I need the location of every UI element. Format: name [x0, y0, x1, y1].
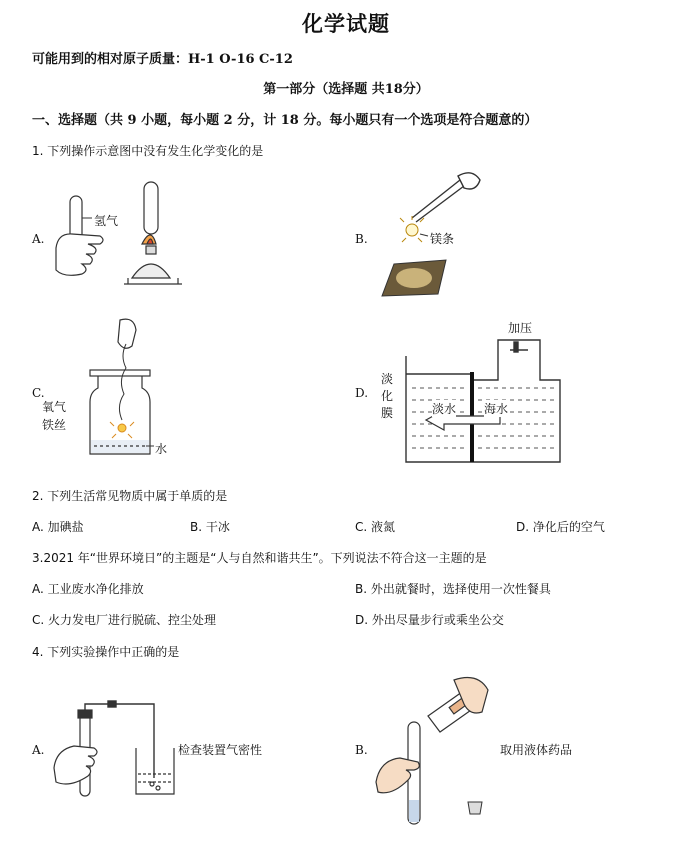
q4-a-caption: 检查装置气密性 [178, 743, 263, 757]
q2-option-d: D. 净化后的空气 [516, 520, 605, 534]
q3-option-d: D. 外出尽量步行或乘坐公交 [355, 613, 504, 627]
q3-option-c: C. 火力发电厂进行脱硫、控尘处理 [32, 613, 217, 627]
q4-stem: 4. 下列实验操作中正确的是 [32, 645, 180, 659]
spark-icon [110, 422, 134, 438]
q1-c-label-iron-wire: 铁丝 [42, 418, 67, 432]
q1-option-a-figure [48, 178, 188, 298]
q3-stem: 3.2021 年“世界环境日”的主题是“人与自然和谐共生”。下列说法不符合这一主题的是 [32, 551, 487, 565]
q1-d-label-membrane-3: 膜 [381, 406, 394, 420]
q1-option-d-letter: D. [355, 386, 369, 400]
iron-wire-icon [119, 344, 126, 420]
q2-option-c: C. 液氮 [355, 520, 396, 534]
q1-d-label-membrane-2: 化 [381, 389, 394, 403]
q4-option-a-figure [50, 698, 180, 802]
q4-option-b-figure [370, 672, 502, 832]
q1-stem: 1. 下列操作示意图中没有发生化学变化的是 [32, 144, 264, 158]
atomic-masses: 可能用到的相对原子质量：H-1 O-16 C-12 [32, 52, 293, 67]
q1-d-label-pressure: 加压 [508, 321, 533, 335]
burning-ribbon-icon [400, 216, 424, 242]
q1-b-label-magnesium: 镁条 [430, 232, 455, 246]
beaker-icon [136, 748, 174, 794]
q4-option-a-letter: A. [32, 743, 45, 757]
q3-option-b: B. 外出就餐时，选择使用一次性餐具 [355, 582, 551, 596]
q1-d-label-fresh-water: 淡水 [432, 402, 457, 416]
q1-option-c-letter: C. [32, 386, 45, 400]
inverted-tube-icon [144, 182, 158, 234]
q4-option-b-letter: B. [355, 743, 368, 757]
hand-icon [56, 234, 103, 275]
desalination-tank-icon [406, 340, 560, 462]
q1-option-b-letter: B. [355, 232, 368, 246]
alcohol-lamp-icon [124, 235, 182, 284]
q1-option-a-letter: A. [32, 232, 45, 246]
q2-option-b: B. 干冰 [190, 520, 230, 534]
exam-title: 化学试题 [302, 11, 390, 36]
q1-d-label-membrane-1: 淡 [381, 372, 394, 386]
section-heading: 一、选择题（共 9 小题，每小题 2 分，计 18 分。每小题只有一个选项是符合题意的） [32, 113, 538, 128]
holding-hand-icon [376, 758, 419, 793]
asbestos-net-icon [382, 260, 446, 296]
q1-d-label-sea-water: 海水 [484, 402, 509, 416]
q1-c-label-water: 水 [155, 442, 168, 456]
q1-a-label-hydrogen: 氢气 [94, 214, 119, 228]
q1-c-label-oxygen: 氧气 [42, 400, 67, 414]
stopper-icon [468, 802, 482, 814]
tongs-icon [412, 173, 480, 222]
q4-b-caption: 取用液体药品 [500, 743, 573, 757]
q2-option-a: A. 加碘盐 [32, 520, 84, 534]
delivery-tube-icon [85, 701, 154, 778]
q3-option-a: A. 工业废水净化排放 [32, 582, 144, 596]
part-heading: 第一部分（选择题 共18分） [263, 82, 429, 97]
hand-holding-wire-icon [118, 319, 136, 348]
q2-stem: 2. 下列生活常见物质中属于单质的是 [32, 489, 228, 503]
